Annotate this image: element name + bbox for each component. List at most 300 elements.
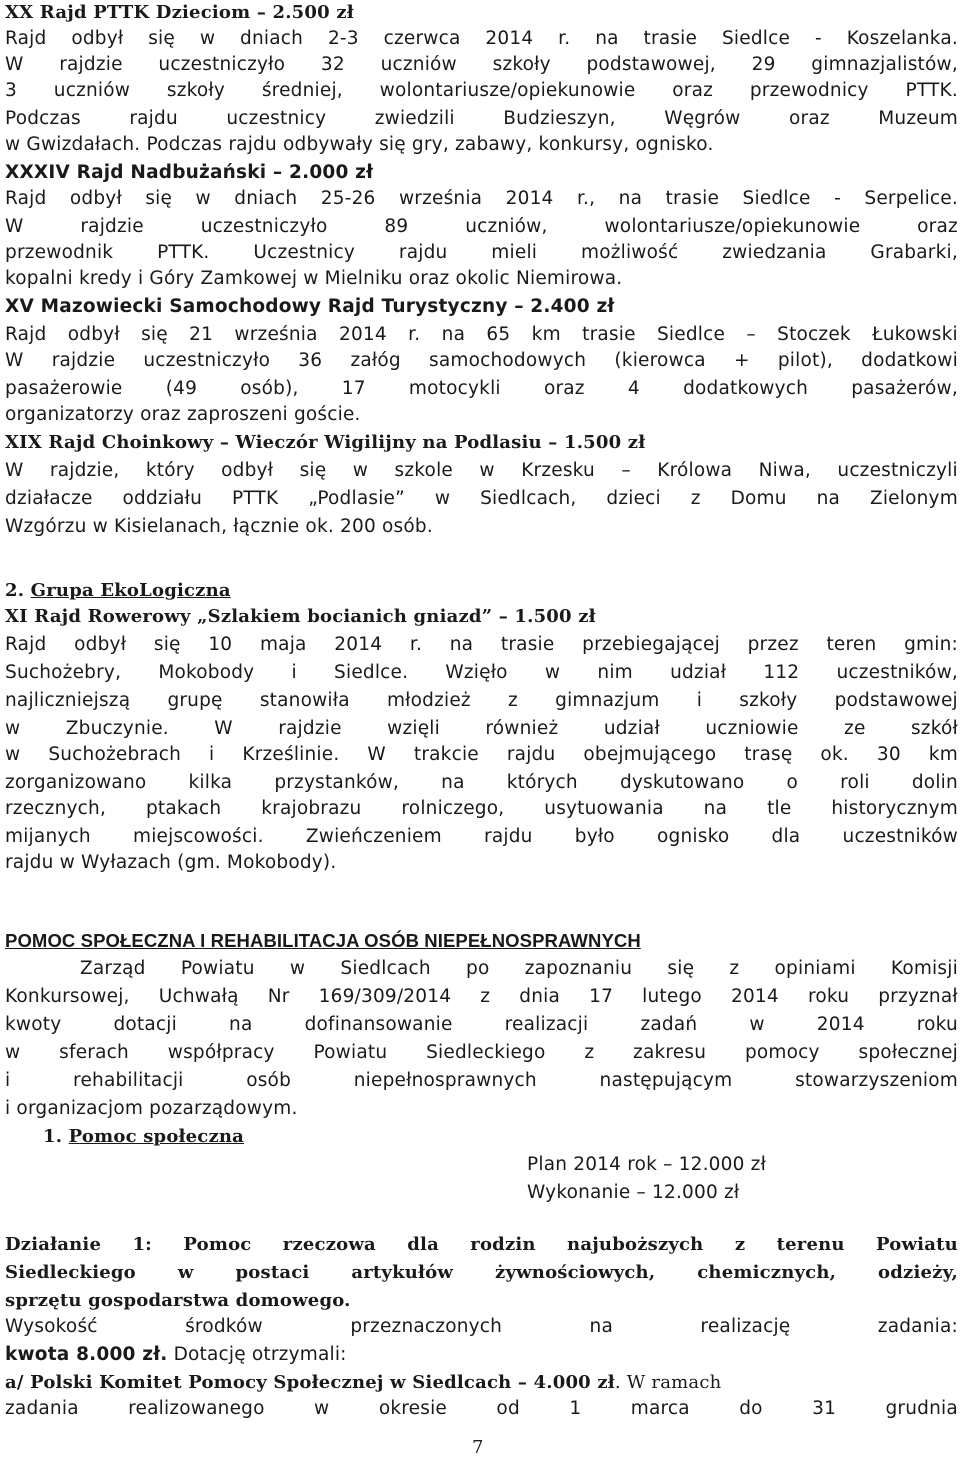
word: oraz [917,216,958,237]
dzialanie-line-1 [5,1232,958,1258]
word: pasażerów, [851,378,958,399]
word: trasie [665,188,720,209]
word: od [496,1398,520,1419]
word: r. [558,28,571,49]
rajd-rowerowy-title: XI Rajd Rowerowy „Szlakiem bocianich gniazd” – 1.500 zł [5,606,596,627]
line-text: i organizacjom pozarządowym. [5,1098,298,1119]
dzialanie-line-3 [5,1288,958,1314]
group-name: Grupa EkoLogiczna [30,580,231,601]
word: września [234,324,318,345]
word: Niwa, [758,460,811,481]
word: ok. [820,744,849,765]
word: Rajd [5,324,47,345]
word: odbył [69,188,122,209]
line-text: Wzgórzu w Kisielanach, łącznie ok. 200 osób. [5,516,433,537]
word: podstawowej, [586,54,716,75]
word: i [291,662,297,683]
word: dnia [519,986,561,1007]
rajd-xx-line-5 [5,132,958,158]
wykonanie-label: Wykonanie – 12.000 zł [527,1182,740,1203]
word: przewodnicy [749,80,869,101]
word: Królowa [657,460,733,481]
word: rehabilitacji [73,1070,184,1091]
word: dotacji [113,1014,177,1035]
word: 2014 [338,324,387,345]
word: działacze [5,488,93,509]
line-text: rajdu w Wyłazach (gm. Mokobody). [5,852,337,873]
eko-line-5 [5,742,958,768]
word: przeznaczonych [350,1316,503,1337]
word: tle [767,798,792,819]
word: zapoznaniu [524,958,633,979]
word: rajdzie [278,718,342,739]
word: W [5,460,24,481]
word: również [485,718,559,739]
word: Uczestnicy [253,242,356,263]
word: uczestniczyło [200,216,328,237]
word: Zbuczynie. [65,718,169,739]
word: – [746,324,756,345]
word: 25-26 [320,188,376,209]
word: Rajd [5,634,47,655]
word: grupę [167,690,223,711]
word: Działanie [5,1234,102,1255]
word: 89 [384,216,409,237]
word: roku [807,986,850,1007]
word: w [749,1014,765,1035]
word: rajdzie, [49,460,120,481]
word: Nr [267,986,290,1007]
word: rajdu [129,108,178,129]
word: zwiedzili [374,108,455,129]
word: trasie [582,324,636,345]
word: na [595,28,619,49]
word: 65 [486,324,511,345]
word: chemicznych, [697,1262,837,1283]
word: których [506,772,578,793]
word: rajdzie [59,54,123,75]
group-heading [5,578,958,604]
pomoc-heading: POMOC SPOŁECZNA I REHABILITACJA OSÓB NIEPEŁNOSPRAWNYCH [5,930,641,951]
rajd-xv-line-3 [5,376,958,402]
word: najuboższych [567,1234,704,1255]
word: współpracy [167,1042,275,1063]
word: się [153,634,181,655]
word: Zielonym [869,488,958,509]
word: Powiatu [180,958,255,979]
word: najliczniejszą [5,690,131,711]
rajd-xxxiv-title: XXXIV Rajd Nadbużański – 2.000 zł [5,162,374,183]
subsection-heading [43,1124,643,1150]
word: Łukowski [872,324,958,345]
word: rodzin [470,1234,536,1255]
word: 3 [5,80,17,101]
word: uczestniczyło [158,54,286,75]
word: trasie [643,28,698,49]
word: na [441,324,466,345]
word: 21 [189,324,214,345]
word: szkoły [492,54,551,75]
word: „Podlasie” [308,488,405,509]
word: miejscowości. [132,826,264,847]
word: Muzeum [878,108,958,129]
word: Podczas [5,108,81,129]
pkc-rest: . W ramach [614,1372,722,1393]
word: Krześlinie. [242,744,340,765]
word: pasażerowie [5,378,123,399]
word: PTTK. [157,242,210,263]
word: w [199,28,216,49]
word: 4 [627,378,640,399]
word: szkoły [739,690,798,711]
word: gimnazjum [555,690,660,711]
word: na [449,634,474,655]
word: odbył [67,324,120,345]
word: 2014 [505,188,554,209]
word: rzecznych, [5,798,107,819]
word: historycznym [831,798,958,819]
word: niepełnosprawnych [353,1070,537,1091]
word: uczestników [842,826,958,847]
eko-line-3 [5,688,958,714]
kwota-rest: Dotację otrzymali: [167,1344,347,1365]
pomoc-intro-line-2 [5,984,958,1010]
word: trakcie [413,744,479,765]
word: PTTK [231,488,279,509]
word: Siedlcach, [480,488,577,509]
word: dla [407,1234,439,1255]
word: roku [916,1014,958,1035]
word: się [141,324,168,345]
word: Uchwałą [158,986,239,1007]
word: w [314,1398,330,1419]
rajd-xv-line-4 [5,402,958,428]
word: grudnia [885,1398,958,1419]
rajd-xv-title: XV Mazowiecki Samochodowy Rajd Turystyczny – 2.400 zł [5,296,615,317]
word: maja [259,634,307,655]
word: o [786,772,799,793]
word: z [480,986,491,1007]
word: mijanych [5,826,91,847]
rajd-xx-line-2 [5,52,958,78]
eko-line-1 [5,632,958,658]
word: Suchożebry, [5,662,122,683]
rajd-xix-title: XIX Rajd Choinkowy – Wieczór Wigilijny na Podlasiu – 1.500 zł [5,432,646,453]
plan-label: Plan 2014 rok – 12.000 zł [527,1154,767,1175]
word: Domu [730,488,787,509]
subsection-number: 1. [43,1126,63,1147]
word: uczniów [380,54,457,75]
word: osób), [240,378,299,399]
word: Wysokość [5,1316,98,1337]
eko-line-8 [5,824,958,850]
word: w [177,1262,194,1283]
word: młodzież [386,690,471,711]
word: Siedlce [742,188,811,209]
word: zadań [640,1014,698,1035]
subsection-title: Pomoc społeczna [68,1126,245,1147]
word: kilka [188,772,233,793]
word: Siedlce [656,324,726,345]
word: Zwieńczeniem [305,826,442,847]
word: uczniów [53,80,131,101]
word: po [466,958,490,979]
word: roli [840,772,870,793]
word: Suchożebrach [48,744,182,765]
word: Zarząd [80,958,146,979]
word: 17 [589,986,614,1007]
word: odbył [71,28,124,49]
word: który [145,460,195,481]
word: ze [844,718,866,739]
rajd-xxxiv-line-4 [5,266,958,292]
eko-line-4 [5,716,958,742]
word: Rajd [5,28,47,49]
word: dofinansowanie [304,1014,453,1035]
word: gimnazjalistów, [811,54,958,75]
word: rajdzie [51,350,116,371]
rajd-xv-line-2 [5,348,958,374]
word: motocykli [408,378,501,399]
word: do [739,1398,763,1419]
kwota-amount: kwota 8.000 zł. [5,1344,168,1365]
pomoc-intro-line-6 [5,1096,958,1122]
word: realizacji [504,1014,589,1035]
word: 112 [763,662,800,683]
word: ptakach [145,798,222,819]
word: w [544,662,561,683]
word: km [531,324,561,345]
line-text: organizatorzy oraz zaproszeni goście. [5,404,361,425]
word: września [398,188,483,209]
word: dla [771,826,801,847]
word: w [195,188,211,209]
word: nim [597,662,633,683]
word: się [299,460,327,481]
word: oraz [789,108,830,129]
word: 29 [751,54,776,75]
word: wzięli [387,718,440,739]
word: zorganizowano [5,772,147,793]
word: PTTK. [905,80,958,101]
word: 36 [298,350,323,371]
word: stanowiła [259,690,350,711]
word: żywnościowych, [495,1262,656,1283]
eko-line-6 [5,770,958,796]
word: z [729,958,740,979]
rajd-xv-line-1 [5,322,958,348]
word: uczniów, [465,216,548,237]
word: i [5,1070,11,1091]
word: r. [408,324,421,345]
rajd-xix-line-1 [5,458,958,484]
word: w [289,958,306,979]
word: dodatkowych [683,378,809,399]
word: 17 [341,378,366,399]
page-number: 7 [472,1437,484,1458]
word: Grabarki, [870,242,958,263]
word: 31 [812,1398,837,1419]
word: 1 [569,1398,582,1419]
word: oddziału [122,488,203,509]
word: uczestnicy [226,108,327,129]
word: środków [185,1316,263,1337]
word: Wzięło [445,662,508,683]
word: gmin: [904,634,958,655]
word: załóg [350,350,401,371]
word: artykułów [351,1262,454,1283]
word: odbył [221,460,274,481]
word: się [667,958,695,979]
word: pomocy [744,1042,820,1063]
word: W [5,216,24,237]
word: na [618,188,643,209]
word: Pomoc [183,1234,252,1255]
word: realizację [700,1316,791,1337]
word: r., [576,188,596,209]
word: odzieży, [878,1262,958,1283]
word: z [734,1234,746,1255]
word: szkole [394,460,453,481]
word: trasę [744,744,793,765]
word: + [733,350,750,371]
word: zakresu [633,1042,707,1063]
word: Konkursowej, [5,986,130,1007]
word: uczniowie [705,718,799,739]
word: zadania: [877,1316,958,1337]
rajd-xix-line-3 [5,514,958,540]
pkc-line [5,1370,958,1396]
pomoc-intro-line-5 [5,1068,958,1094]
word: W [5,350,24,371]
word: z [584,1042,595,1063]
word: w [5,744,21,765]
line-text: w Gwizdałach. Podczas rajdu odbywały się gry, zabawy, konkursy, ognisko. [5,134,714,155]
word: społecznej [858,1042,958,1063]
eko-line-9 [5,850,958,876]
word: ognisko [657,826,730,847]
word: – [621,460,631,481]
word: uczestniczyło [143,350,271,371]
word: mieli [491,242,538,263]
eko-line-2 [5,660,958,686]
word: stowarzyszeniom [795,1070,958,1091]
word: i [696,690,703,711]
word: rajdzie [80,216,144,237]
word: szkoły [166,80,226,101]
eko-line-7 [5,796,958,822]
pkc-amount: a/ Polski Komitet Pomocy Społecznej w Siedlcach – 4.000 zł [5,1372,615,1393]
word: na [589,1316,613,1337]
word: km [928,744,958,765]
word: przebiegającej [582,634,720,655]
word: wolontariusze/opiekunowie [379,80,636,101]
rajd-xx-line-1 [5,26,958,52]
word: oraz [543,378,585,399]
word: odbył [74,634,127,655]
line-text: kopalni kredy i Góry Zamkowej w Mielniku oraz okolic Niemirowa. [5,268,623,289]
rajd-xxxiv-line-3 [5,240,958,266]
word: dzieci [606,488,661,509]
word: 169/309/2014 [318,986,452,1007]
word: 30 [876,744,901,765]
pomoc-intro-line-4 [5,1040,958,1066]
word: czerwca [383,28,461,49]
word: Stoczek [777,324,851,345]
word: Komisji [890,958,958,979]
word: się [145,188,173,209]
word: było [574,826,615,847]
word: Powiatu [313,1042,388,1063]
word: na [441,772,465,793]
word: trasie [500,634,555,655]
word: - [814,28,822,49]
last-line [5,1396,958,1422]
word: marca [630,1398,690,1419]
line-text: sprzętu gospodarstwa domowego. [5,1290,351,1311]
word: W [5,54,24,75]
pomoc-intro-line-1 [80,956,958,982]
word: możliwość [580,242,679,263]
word: rajdu [398,242,448,263]
word: się [148,28,175,49]
word: z [508,690,518,711]
word: dniach [240,28,304,49]
word: Serpelice. [864,188,958,209]
word: przez [747,634,799,655]
word: udział [670,662,727,683]
word: wolontariusze/opiekunowie [604,216,861,237]
word: 2014 [730,986,779,1007]
word: 1: [132,1234,153,1255]
word: dolin [911,772,958,793]
word: Siedleckiego [5,1262,136,1283]
rajd-xx-line-4 [5,106,958,132]
word: obejmującego [583,744,717,765]
word: na [703,798,728,819]
word: 2014 [816,1014,865,1035]
word: przyznał [878,986,958,1007]
rajd-xxxiv-line-1 [5,186,958,212]
rajd-xx-line-3 [5,78,958,104]
word: średniej, [261,80,343,101]
word: w [5,718,21,739]
rajd-xxxiv-line-2 [5,214,958,240]
word: przystanków, [274,772,400,793]
word: rzeczowa [282,1234,376,1255]
dzialanie-line-2 [5,1260,958,1286]
word: podstawowej [834,690,958,711]
word: usytuowania [544,798,664,819]
word: udział [603,718,660,739]
word: postaci [235,1262,310,1283]
word: na [229,1014,253,1035]
word: pilot), [777,350,833,371]
word: samochodowych [429,350,587,371]
word: kwoty [5,1014,62,1035]
rajd-xix-line-2 [5,486,958,512]
word: terenu [776,1234,845,1255]
word: w [5,1042,21,1063]
word: r. [409,634,423,655]
word: Siedlce. [334,662,409,683]
word: dniach [234,188,298,209]
word: realizowanego [128,1398,265,1419]
word: (kierowca [614,350,706,371]
word: 2014 [334,634,383,655]
word: Rajd [5,188,47,209]
word: uczestników, [836,662,958,683]
